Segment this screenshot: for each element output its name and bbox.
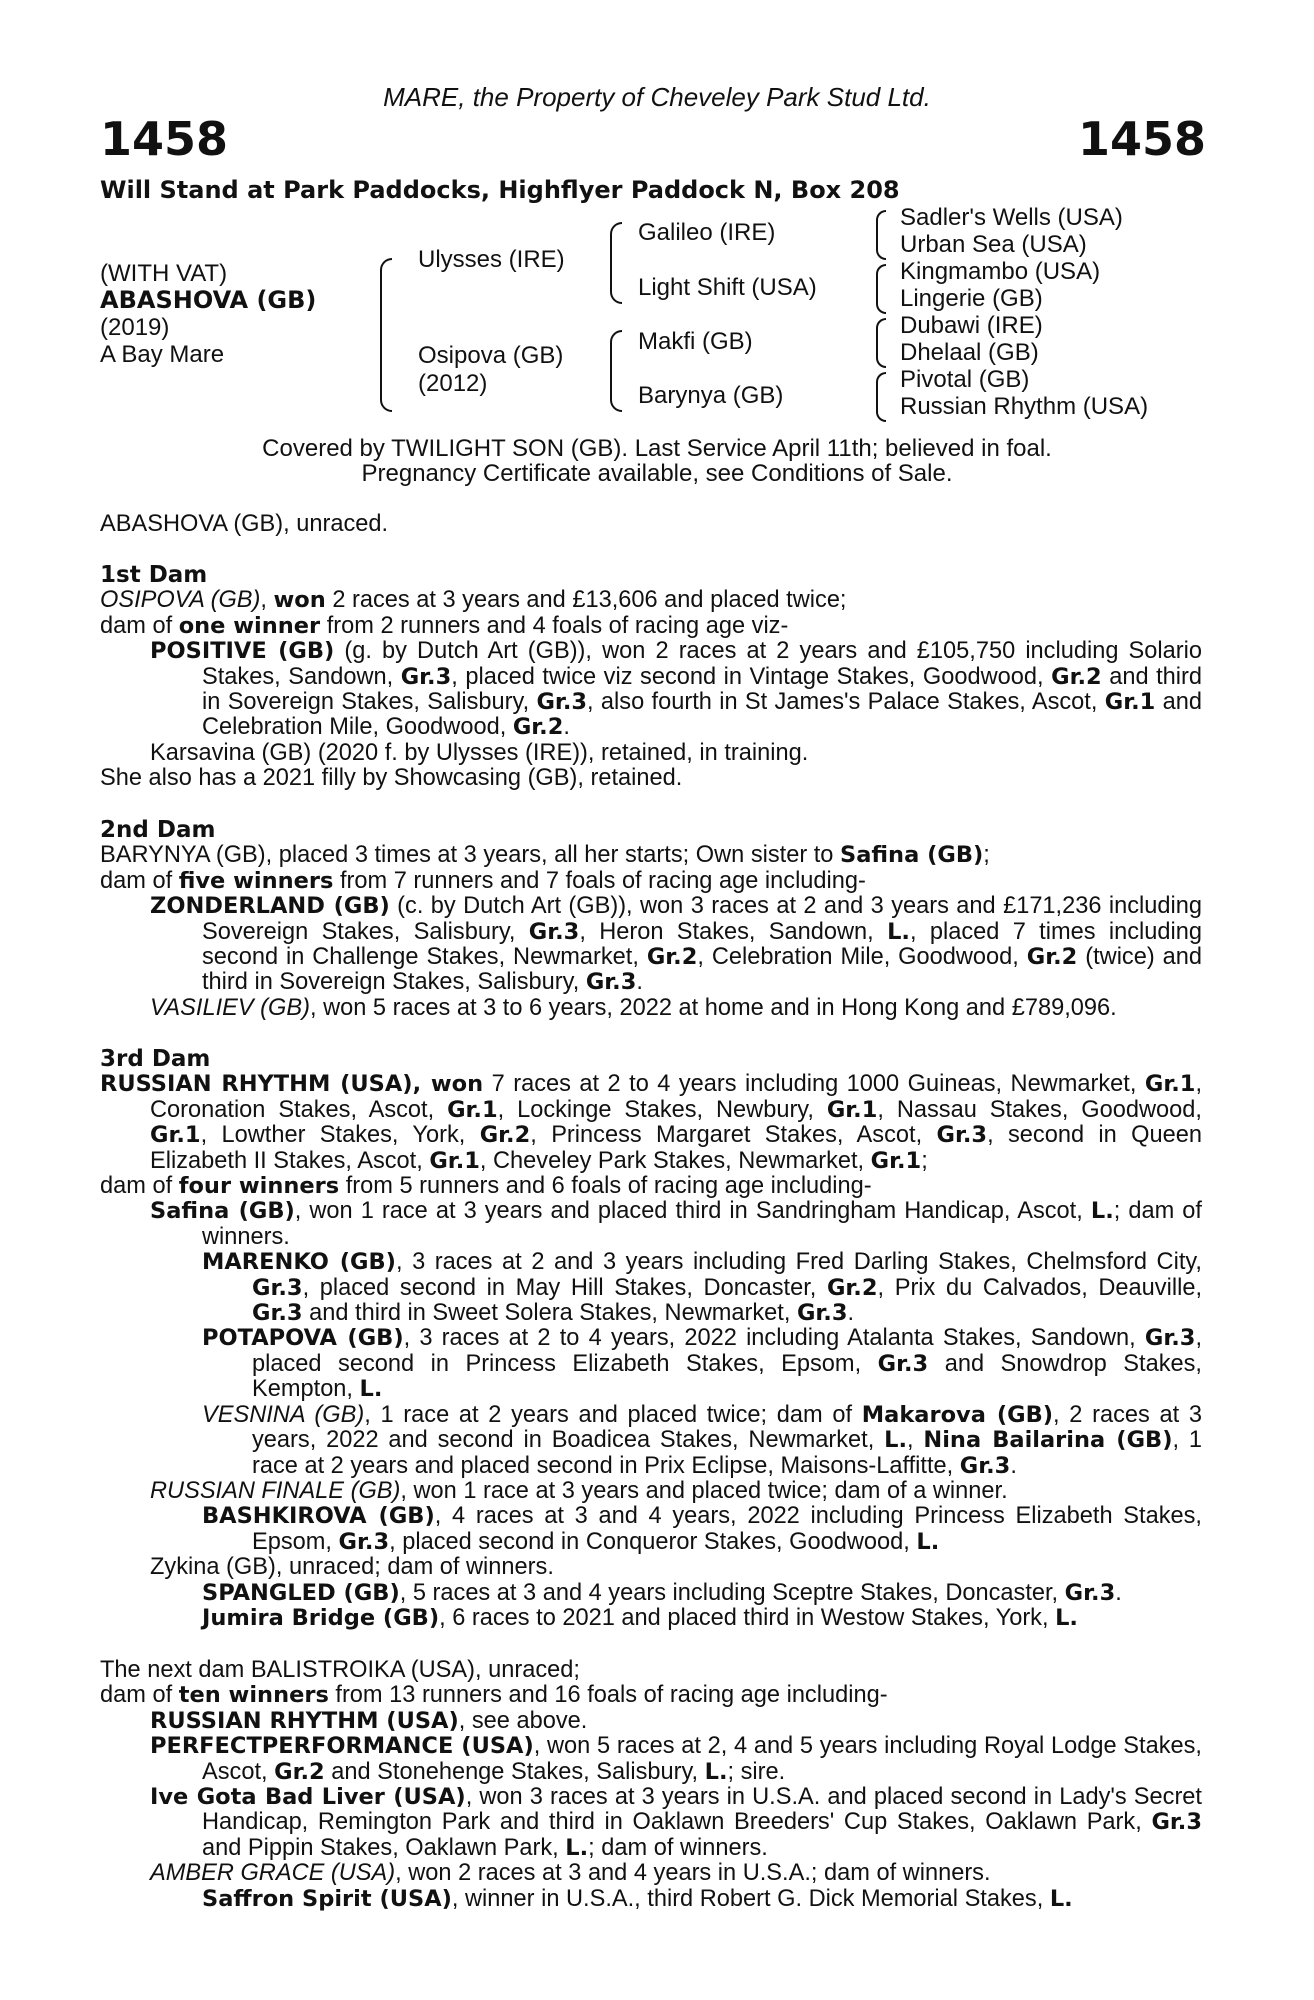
dam-dam: Barynya (GB) <box>638 382 784 409</box>
produce-marenko: MARENKO (GB), 3 races at 2 and 3 years including Fred Darling Stakes, Chelmsford City, Gr.3, placed second in May Hill Stakes, Doncaster, Gr.2, Prix du Calvados, Deauville, Gr.3 and third in Sweet Solera Stakes, Newmarket, Gr.3. <box>202 1249 1202 1327</box>
produce-jumira-bridge: Jumira Bridge (GB), 6 races to 2021 and placed third in Westow Stakes, York, L. <box>202 1604 1078 1631</box>
produce-positive: POSITIVE (GB) (g. by Dutch Art (GB)), won 2 races at 2 years and £105,750 including Solario Stakes, Sandown, Gr.3, placed twice viz second in Vintage Stakes, Goodwood, Gr.2 and third in Sovereign Stakes, Salisbury, Gr.3, also fourth in St James's Palace Stakes, Ascot, Gr.1 and Celebration Mile, Goodwood, Gr.2. <box>150 638 1202 741</box>
sire-dam: Light Shift (USA) <box>638 274 817 301</box>
produce-amber-grace: AMBER GRACE (USA), won 2 races at 3 and 4 years in U.S.A.; dam of winners. <box>150 1860 991 1887</box>
dam: Osipova (GB) <box>418 342 564 369</box>
sss: Sadler's Wells (USA) <box>900 204 1123 231</box>
third-dam-heading: 3rd Dam <box>100 1046 211 1072</box>
produce-spangled: SPANGLED (GB), 5 races at 3 and 4 years including Sceptre Stakes, Doncaster, Gr.3. <box>202 1579 1122 1606</box>
brace-3c <box>876 318 886 368</box>
stand-location: Will Stand at Park Paddocks, Highflyer Paddock N, Box 208 <box>100 176 900 204</box>
brace-3d <box>876 372 886 422</box>
brace-3b <box>876 264 886 314</box>
third-dam-produce: dam of four winners from 5 runners and 6 foals of racing age including- <box>100 1173 872 1200</box>
produce-potapova: POTAPOVA (GB), 3 races at 2 to 4 years, 2022 including Atalanta Stakes, Sandown, Gr.3, placed second in Princess Elizabeth Stakes, Epsom, Gr.3 and Snowdrop Stakes, Kempton, L. <box>202 1325 1202 1403</box>
brace-1 <box>380 258 392 412</box>
brace-3a <box>876 210 886 260</box>
first-dam-section <box>100 563 1202 792</box>
second-dam-heading: 2nd Dam <box>100 817 216 843</box>
produce-karsavina: Karsavina (GB) (2020 f. by Ulysses (IRE)), retained, in training. <box>150 739 809 766</box>
horse-year: (2019) <box>100 314 170 341</box>
third-dam-line: RUSSIAN RHYTHM (USA), won 7 races at 2 to 4 years including 1000 Guineas, Newmarket, Gr.1, Coronation Stakes, Ascot, Gr.1, Lockinge Stakes, Newbury, Gr.1, Nassau Stakes, Goodwood, Gr.1, Lowther Stakes, York, Gr.2, Princess Margaret Stakes, Ascot, Gr.3, second in Queen Elizabeth II Stakes, Ascot, Gr.1, Cheveley Park Stakes, Newmarket, Gr.1; <box>100 1071 1203 1174</box>
third-dam-section <box>100 1047 1202 1631</box>
first-dam-produce: dam of one winner from 2 runners and 4 foals of racing age viz- <box>100 612 789 639</box>
covered-line-2: Pregnancy Certificate available, see Conditions of Sale. <box>361 460 953 487</box>
produce-saffron-spirit: Saffron Spirit (USA), winner in U.S.A., third Robert G. Dick Memorial Stakes, L. <box>202 1885 1073 1912</box>
lot-number-left: 1458 <box>100 112 229 166</box>
intro: ABASHOVA (GB), unraced. <box>100 511 389 537</box>
produce-zonderland: ZONDERLAND (GB) (c. by Dutch Art (GB)), won 3 races at 2 and 3 years and £171,236 including Sovereign Stakes, Salisbury, Gr.3, Heron Stakes, Sandown, L., placed 7 times including second in Challenge Stakes, Newmarket, Gr.2, Celebration Mile, Goodwood, Gr.2 (twice) and third in Sovereign Stakes, Salisbury, Gr.3. <box>150 893 1203 996</box>
next-dam-line: The next dam BALISTROIKA (USA), unraced; <box>100 1657 580 1683</box>
dam-year: (2012) <box>418 370 488 397</box>
next-dam-produce: dam of ten winners from 13 runners and 16 foals of racing age including- <box>100 1682 888 1709</box>
brace-2b <box>610 330 622 412</box>
produce-bashkirova: BASHKIROVA (GB), 4 races at 3 and 4 years, 2022 including Princess Elizabeth Stakes, Epsom, Gr.3, placed second in Conqueror Stakes, Goodwood, L. <box>202 1503 1202 1555</box>
vat-label: (WITH VAT) <box>100 260 228 287</box>
covered-line-1: Covered by TWILIGHT SON (GB). Last Service April 11th; believed in foal. <box>262 435 1052 462</box>
first-dam-note: She also has a 2021 filly by Showcasing (GB), retained. <box>100 765 683 792</box>
produce-ive-gota-bad-liver: Ive Gota Bad Liver (USA), won 3 races at 3 years in U.S.A. and placed second in Lady's Secret Handicap, Remington Park and third in Oaklawn Breeders' Cup Stakes, Oaklawn Park, Gr.3 and Pippin Stakes, Oaklawn Park, L.; dam of winners. <box>150 1784 1202 1861</box>
sire: Ulysses (IRE) <box>418 246 565 273</box>
sds: Kingmambo (USA) <box>900 258 1101 285</box>
first-dam-line: OSIPOVA (GB), won 2 races at 3 years and £13,606 and placed twice; <box>100 587 847 614</box>
produce-zykina: Zykina (GB), unraced; dam of winners. <box>150 1554 554 1581</box>
produce-vesnina: VESNINA (GB), 1 race at 2 years and placed twice; dam of Makarova (GB), 2 races at 3 years, 2022 and second in Boadicea Stakes, Newmarket, L., Nina Bailarina (GB), 1 race at 2 years and placed second in Prix Eclipse, Maisons-Laffitte, Gr.3. <box>202 1401 1203 1479</box>
sdd: Lingerie (GB) <box>900 285 1043 312</box>
horse-description: A Bay Mare <box>100 341 225 368</box>
horse-name: ABASHOVA (GB) <box>100 286 317 314</box>
dss: Dubawi (IRE) <box>900 312 1043 339</box>
ddd: Russian Rhythm (USA) <box>900 393 1149 420</box>
second-dam-produce: dam of five winners from 7 runners and 7 foals of racing age including- <box>100 867 866 894</box>
brace-2a <box>610 222 622 304</box>
dam-sire: Makfi (GB) <box>638 328 753 355</box>
second-dam-line: BARYNYA (GB), placed 3 times at 3 years, all her starts; Own sister to Safina (GB); <box>100 842 990 869</box>
produce-perfectperformance: PERFECTPERFORMANCE (USA), won 5 races at 2, 4 and 5 years including Royal Lodge Stakes, Ascot, Gr.2 and Stonehenge Stakes, Salisbury, L.; sire. <box>150 1733 1202 1785</box>
property-line: MARE, the Property of Cheveley Park Stud Ltd. <box>383 82 931 112</box>
ssd: Urban Sea (USA) <box>900 231 1087 258</box>
dds: Pivotal (GB) <box>900 366 1030 393</box>
produce-russian-finale: RUSSIAN FINALE (GB), won 1 race at 3 years and placed twice; dam of a winner. <box>150 1477 1008 1504</box>
lot-number-right: 1458 <box>1077 112 1206 166</box>
first-dam-heading: 1st Dam <box>100 562 208 588</box>
next-dam-section <box>100 1658 1202 1912</box>
produce-safina: Safina (GB), won 1 race at 3 years and placed third in Sandringham Handicap, Ascot, L.; dam of winners. <box>150 1198 1202 1250</box>
sire-sire: Galileo (IRE) <box>638 219 776 246</box>
second-dam-section <box>100 818 1202 1021</box>
produce-russian-rhythm: RUSSIAN RHYTHM (USA), see above. <box>150 1707 588 1734</box>
dsd: Dhelaal (GB) <box>900 339 1039 366</box>
produce-vasiliev: VASILIEV (GB), won 5 races at 3 to 6 years, 2022 at home and in Hong Kong and £789,096. <box>150 994 1117 1021</box>
